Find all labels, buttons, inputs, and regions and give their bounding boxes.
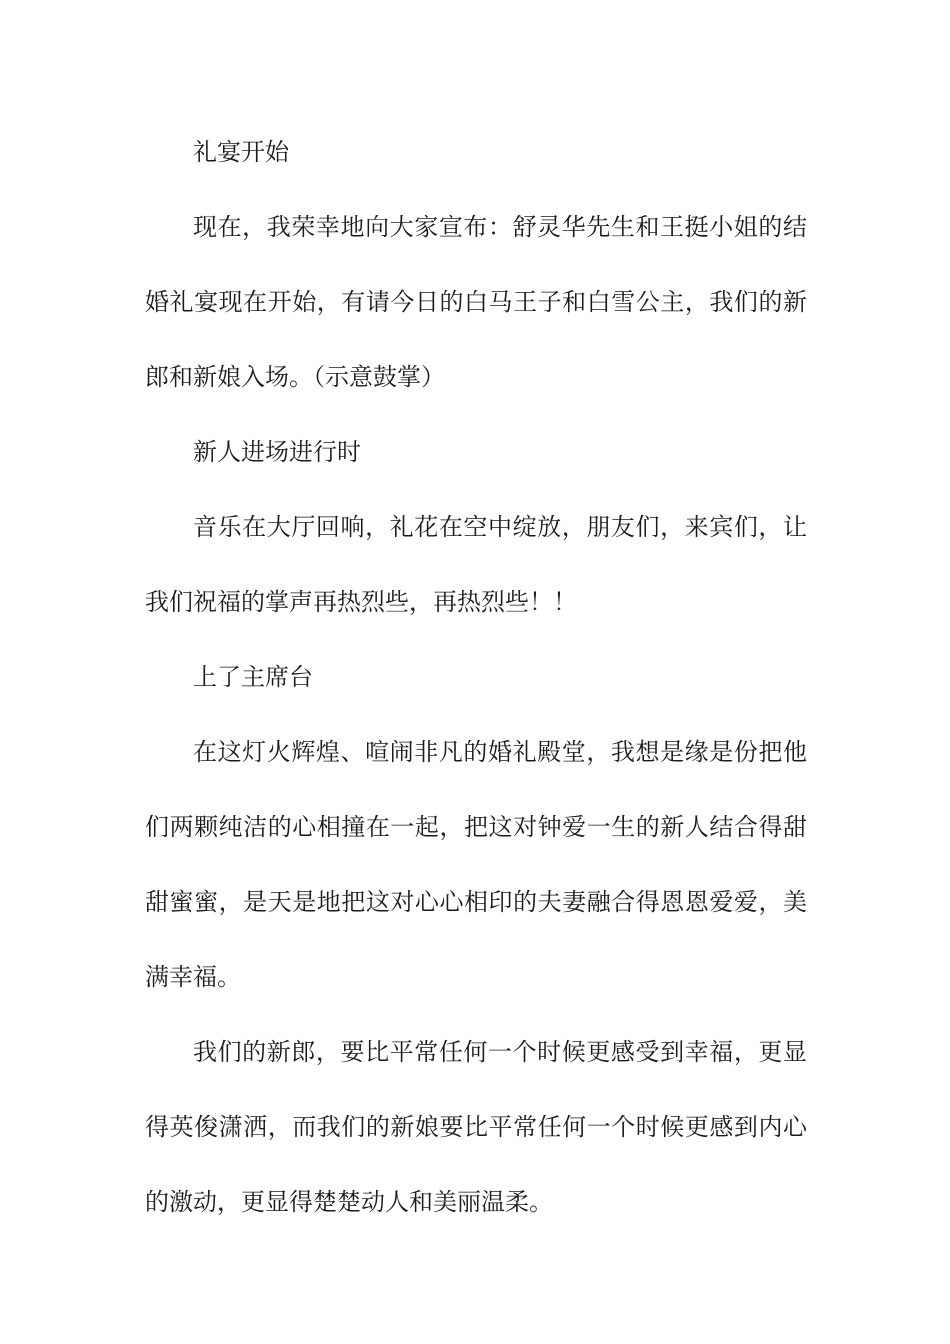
paragraph-music-applause: 音乐在大厅回响，礼花在空中绽放，朋友们，来宾们，让我们祝福的掌声再热烈些，再热烈些！！ <box>145 513 807 616</box>
paragraph-announcement: 现在，我荣幸地向大家宣布：舒灵华先生和王挺小姐的结婚礼宴现在开始，有请今日的白马王子和白雪公主，我们的新郎和新娘入场。（示意鼓掌） <box>145 213 807 391</box>
section-heading-couple-entrance: 新人进场进行时 <box>193 438 361 466</box>
paragraph-wedding-hall: 在这灯火辉煌、喧闹非凡的婚礼殿堂，我想是缘是份把他们两颗纯洁的心相撞在一起，把这对钟爱一生的新人结合得甜甜蜜蜜，是天是地把这对心心相印的夫妻融合得恩恩爱爱，美满幸福。 <box>145 738 807 991</box>
document-body <box>145 115 807 1240</box>
section-heading-main-stage: 上了主席台 <box>193 663 313 691</box>
section-heading-banquet-start: 礼宴开始 <box>193 138 289 166</box>
paragraph-groom-bride: 我们的新郎，要比平常任何一个时候更感受到幸福，更显得英俊潇洒，而我们的新娘要比平常任何一个时候更感到内心的激动，更显得楚楚动人和美丽温柔。 <box>145 1038 807 1216</box>
